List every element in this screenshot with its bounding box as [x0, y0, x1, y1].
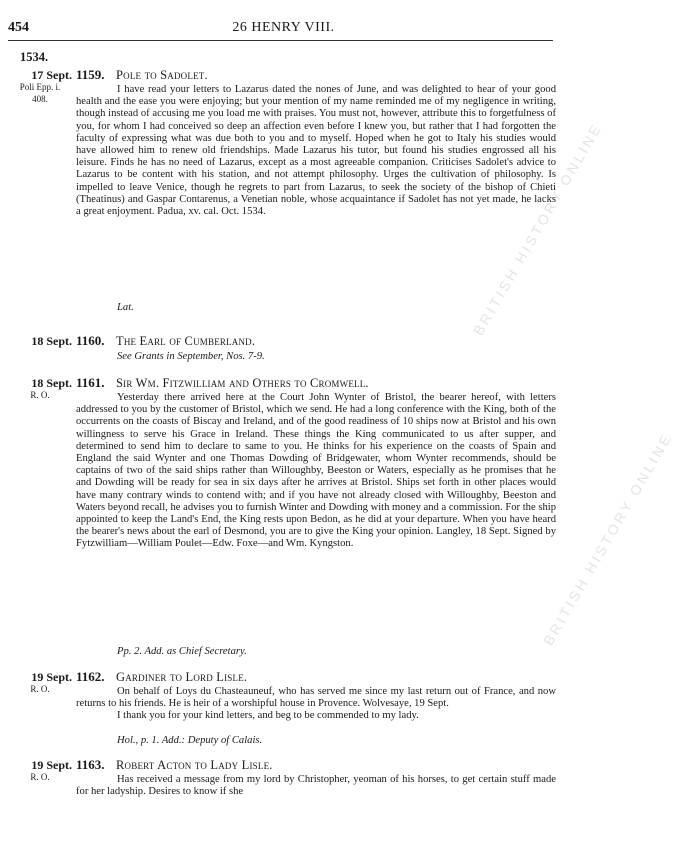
entry-date: 17 Sept. [31, 68, 72, 82]
running-title: 26 HENRY VIII. [232, 20, 335, 35]
entry-title: Pole to Sadolet. [116, 68, 208, 82]
watermark: BRITISH HISTORY ONLINE [470, 119, 606, 338]
entry-postscript: I thank you for your kind letters, and beg to be commended to my lady. [117, 710, 419, 722]
entry-title: The Earl of Cumberland. [116, 334, 256, 348]
page-header [8, 20, 559, 36]
entry-body [76, 686, 556, 723]
entry-body [76, 392, 556, 551]
entry-source: R. O. [30, 684, 50, 694]
entry-text: Has received a message from my lord by Christopher, yeoman of his horses, to get certain stuff made for her ladyship. Desires to know if she [76, 774, 556, 798]
entry-number: 1161. [76, 375, 105, 390]
entry-note: Lat. [117, 302, 134, 313]
entry-source: R. O. [30, 772, 50, 782]
entry-number: 1159. [76, 67, 105, 82]
entry-number: 1160. [76, 333, 105, 348]
entry-number: 1162. [76, 669, 105, 684]
page-number: 454 [8, 20, 29, 35]
entry-title: Robert Acton to Lady Lisle. [116, 758, 273, 772]
entry-date: 18 Sept. [31, 376, 72, 390]
entry-title: Sir Wm. Fitzwilliam and Others to Cromwell. [116, 376, 369, 390]
entry-number: 1163. [76, 757, 105, 772]
header-rule [8, 40, 553, 41]
entry-note: See Grants in September, Nos. 7-9. [117, 351, 265, 362]
entry-date: 18 Sept. [31, 334, 72, 348]
entry-note: Hol., p. 1. Add.: Deputy of Calais. [117, 735, 263, 746]
entry-text: On behalf of Loys du Chasteauneuf, who has served me since my last return out of France, and now returns to his friends. He is heir of a worshipful house in Provence. Wolvesaye, 19 Sept. [76, 686, 556, 710]
entry-source: R. O. [30, 390, 50, 400]
year-heading: 1534. [20, 50, 49, 64]
entry-date: 19 Sept. [31, 670, 72, 684]
entry-date: 19 Sept. [31, 758, 72, 772]
entry-body [76, 84, 556, 218]
watermark: BRITISH HISTORY ONLINE [540, 429, 675, 648]
entry-text: I have read your letters to Lazarus dated the nones of June, and was delighted to hear of your good health and the ease you were enjoying; but your mention of my name reminded me of my negligence in writing, though instead of accusing me you load me with praises. You must not, however, attribute this to forgetfulness of you, for whom I had conceived so deep an affection even before I knew you, but rather that I had forgotten the faculty of expressing what was due both to you and to myself. Hoped when he got to Italy his studies would have allowed him to renew old friendships. Made Lazarus his tutor, but found his studies engrossed all his leisure. Finds he has no need of Lazarus, except as a most agreeable companion. Criticises Sadolet's advice to Lazarus to be content with his station, and not attempt philosophy. Urges the cultivation of philosophy. Is impelled to leave Venice, though he regrets to part from Lazarus, to seek the society of the bishop of Chieti (Theatinus) and Gaspar Contarenus, a Venetian noble, whose acquaintance if Sadolet has not yet made, he lacks a great enjoyment. Padua, xv. cal. Oct. 1534. [76, 84, 556, 218]
entry-body [76, 774, 556, 798]
entry-text: Yesterday there arrived here at the Court John Wynter of Bristol, the bearer hereof, with letters addressed to you by the customer of Bristol, which we send. He had a long conference with the King, both of the occurrents on the coasts of Biscay and Ireland, and of the good readiness of 10 ships now at Bristol and his own willingness to serve his Grace in Ireland. These things the King communicated to us after supper, and determined to send him to declare to same to you. He thinks for his experience on the coasts of Spain and England the said Wynter and one Thomas Dowding of Bridgewater, whom Wynter recommends, should be captains of two of the said ships rather than Willoughby, Beeston or Waters, especially as he promises that he and Dowding will be ready for sea in six days after he arrives at Bristol. Ships set forth in other places would have many contrary winds to contend with; and if you have not already closed with Willoughby, Beeston and Waters beyond recall, he advises you to furnish Winter and Dowding with money and a commission. For the ship appointed to keep the Land's End, the King rests upon Bedon, as he did at your departure. When you have heard the bearer's news about the earl of Desmond, you are to give the King your opinion. Langley, 18 Sept. Signed by Fytzwilliam—William Poulet—Edw. Foxe—and Wm. Kyngston. [76, 392, 556, 550]
entry-source: Poli Epp. i. 408. [19, 82, 61, 104]
entry-title: Gardiner to Lord Lisle. [116, 670, 248, 684]
entry-note: Pp. 2. Add. as Chief Secretary. [117, 646, 247, 657]
